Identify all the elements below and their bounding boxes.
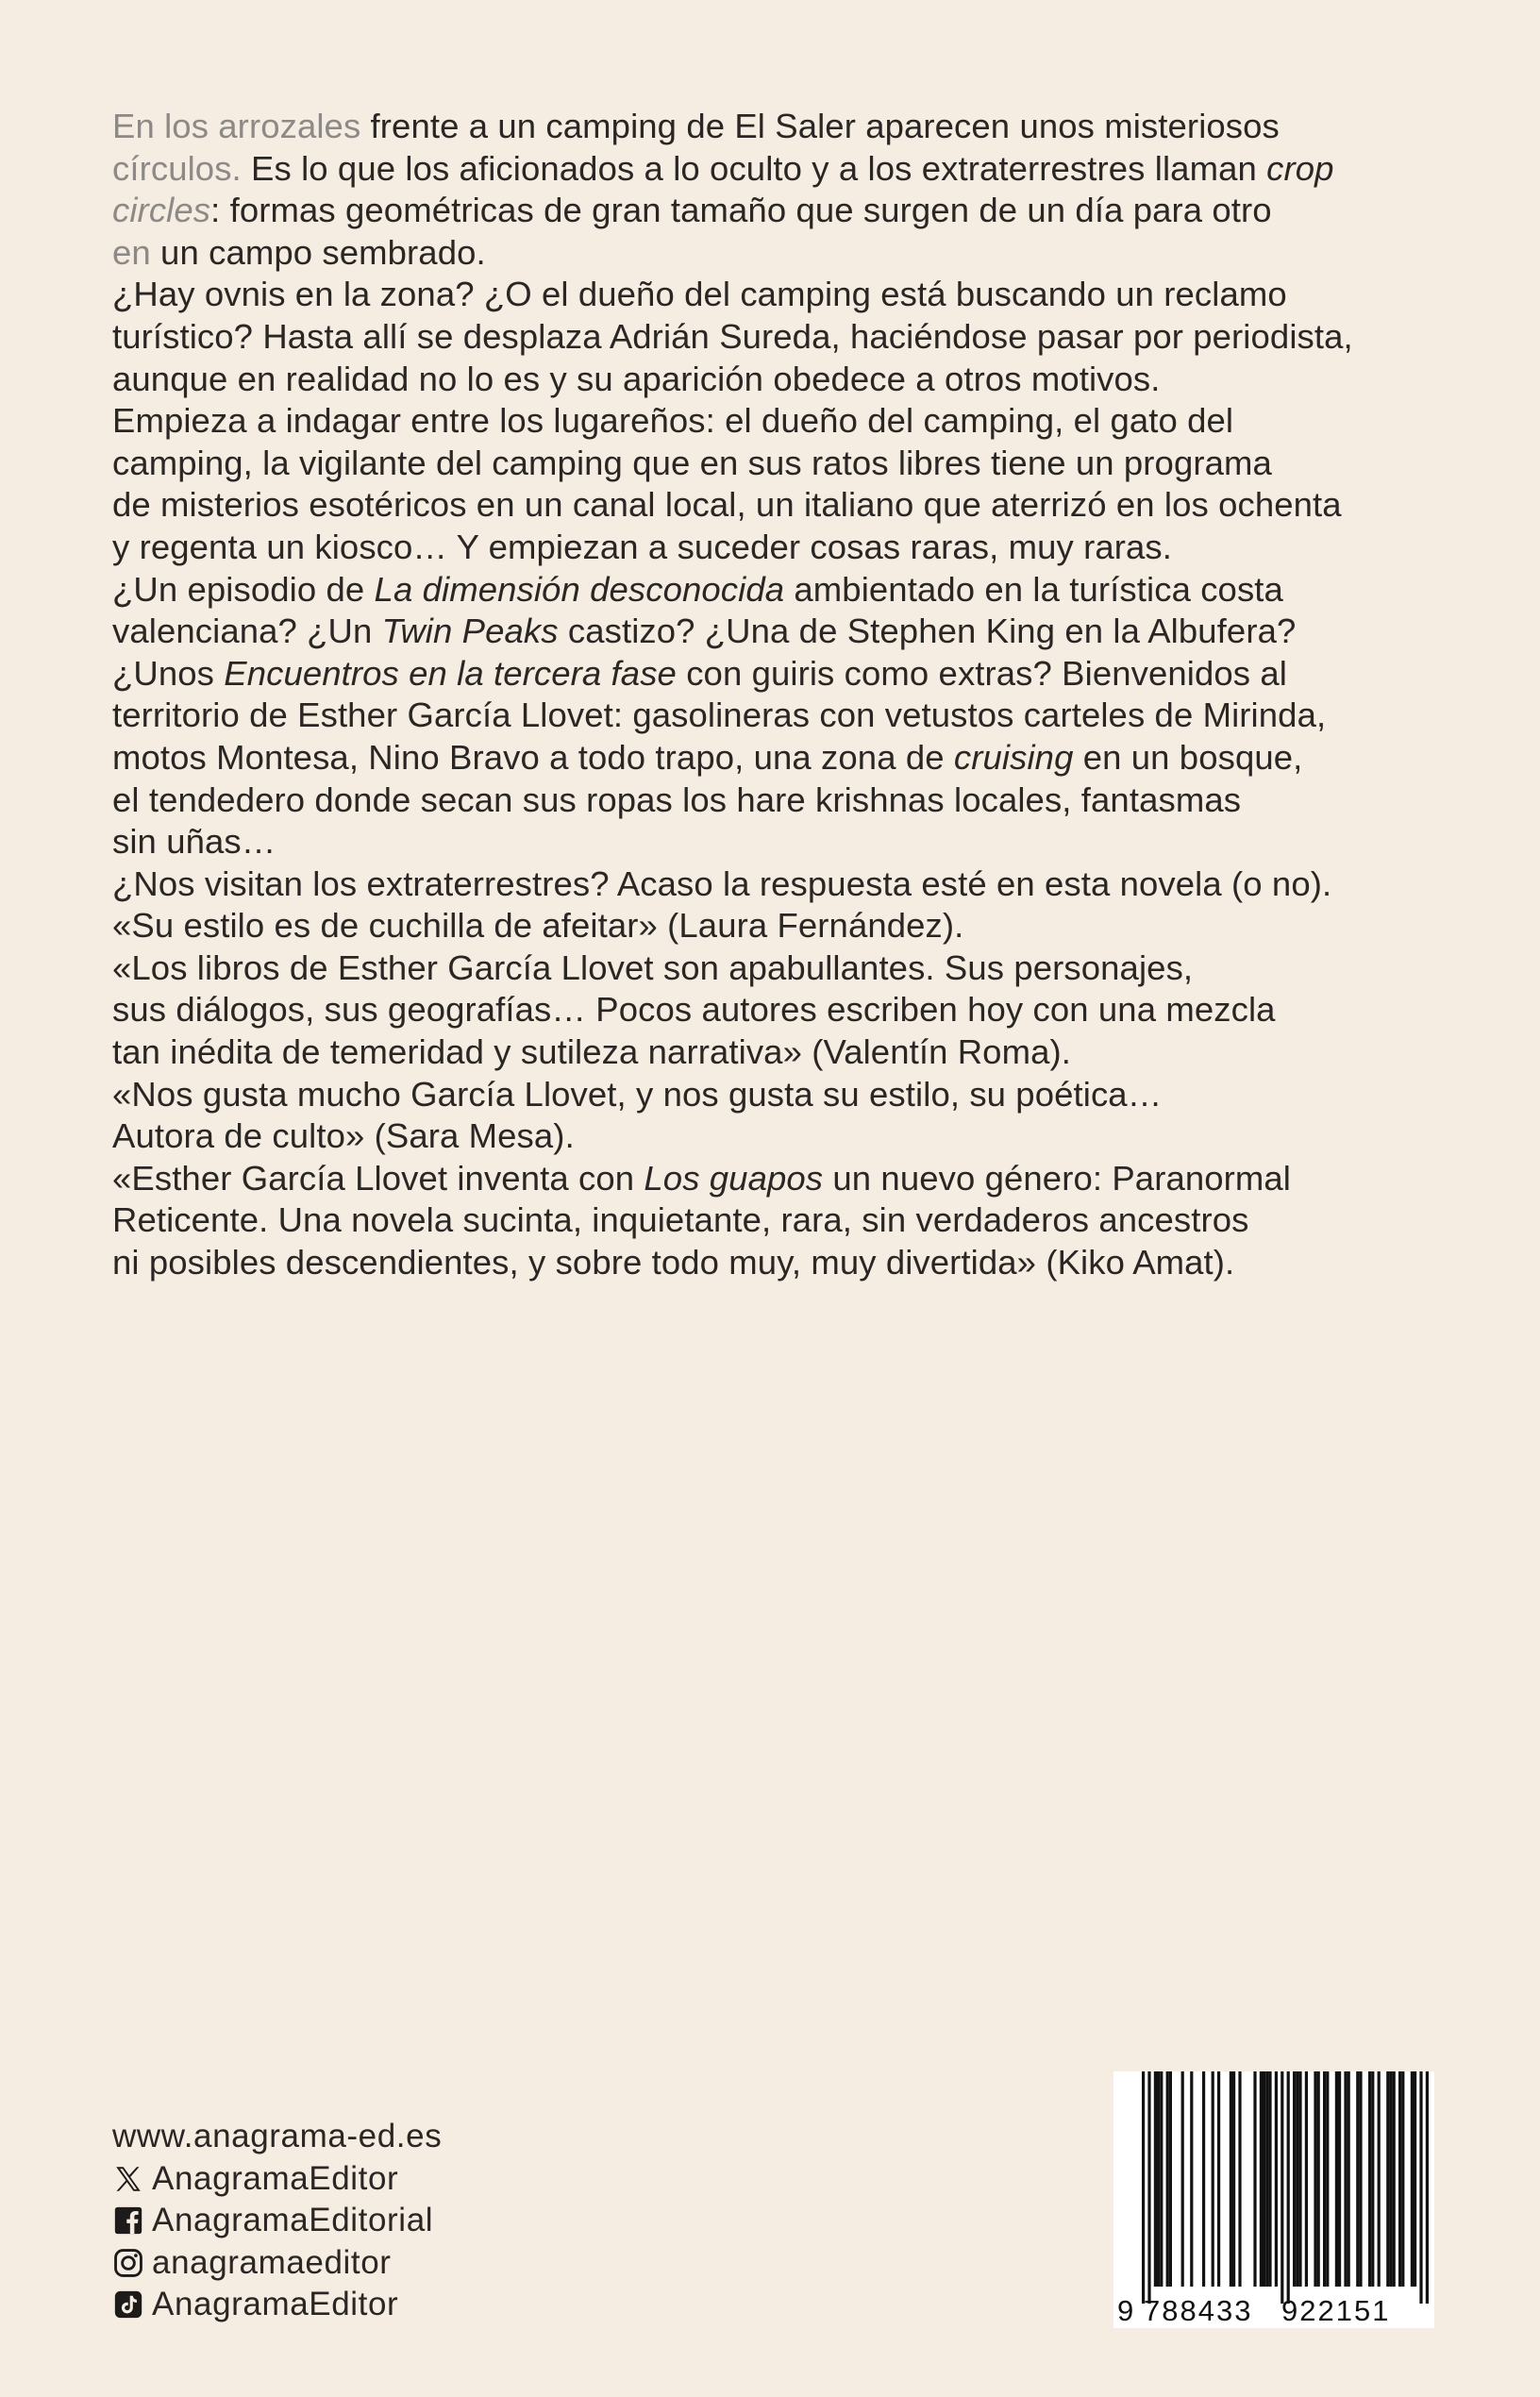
blurb-line	[112, 527, 1452, 569]
blurb-text: el tendedero donde secan sus ropas los hare krishnas locales, fantasmas	[112, 779, 1242, 819]
x-logo-icon	[112, 2163, 144, 2195]
blurb-text: frente a un camping de El Saler aparecen unos misteriosos	[360, 107, 1280, 145]
barcode-bar	[1368, 2071, 1371, 2287]
barcode-bar	[1154, 2071, 1157, 2287]
barcode-bar	[1263, 2071, 1265, 2287]
blurb-line	[112, 611, 1452, 653]
blurb-line	[112, 443, 1452, 485]
blurb-text: ni posibles descendientes, y sobre todo muy, muy divertida» (Kiko Amat).	[112, 1243, 1235, 1282]
blurb-line	[112, 1031, 1452, 1074]
barcode-bar	[1389, 2071, 1392, 2287]
barcode-bar	[1398, 2071, 1401, 2287]
blurb-text: castizo? ¿Una de Stephen King en la Albufera?	[558, 612, 1297, 651]
blurb-text: tan inédita de temeridad y sutileza narrativa» (Valentín Roma).	[112, 1032, 1071, 1072]
x-account-link[interactable]	[112, 2158, 442, 2201]
barcode-bar	[1238, 2071, 1241, 2287]
barcode-bar	[1426, 2071, 1429, 2304]
blurb-text: motos Montesa, Nino Bravo a todo trapo, una zona de	[112, 737, 954, 777]
x-account-text: AnagramaEditor	[152, 2159, 399, 2197]
barcode-bar	[1217, 2071, 1220, 2287]
barcode-right-digits: 922151	[1281, 2294, 1391, 2327]
instagram-account-text: anagramaeditor	[152, 2243, 392, 2281]
italic-title-text: circles	[112, 191, 211, 230]
barcode-left-digits: 788433	[1144, 2294, 1253, 2327]
blurb-line	[112, 232, 1452, 275]
barcode-bar	[1181, 2071, 1184, 2287]
blurb-text: ¿Unos	[112, 653, 225, 693]
tiktok-account-text: AnagramaEditor	[152, 2286, 399, 2322]
blurb-line	[112, 1158, 1452, 1200]
barcode-bar	[1419, 2071, 1422, 2304]
italic-title-text: crop	[1266, 148, 1334, 188]
blurb-line	[112, 989, 1452, 1031]
barcode-bar	[1287, 2071, 1290, 2304]
website-text: www.anagrama-ed.es	[112, 2118, 443, 2154]
blurb-line	[112, 190, 1452, 232]
barcode-bar	[1268, 2071, 1271, 2287]
tiktok-account-link[interactable]	[112, 2284, 442, 2326]
barcode-bar	[1317, 2071, 1320, 2287]
blurb-text: turístico? Hasta allí se desplaza Adrián Sureda, haciéndose pasar por periodista,	[112, 316, 1353, 356]
barcode-bar	[1359, 2071, 1362, 2287]
barcode-bar	[1296, 2071, 1298, 2287]
blurb-text: ¿Un episodio de	[112, 569, 375, 609]
blurb-text: ¿Hay ovnis en la zona? ¿O el dueño del camping está buscando un reclamo	[112, 275, 1287, 314]
blurb-line	[112, 1242, 1452, 1284]
blurb-line	[112, 274, 1452, 316]
blurb-text: Empieza a indagar entre los lugareños: el dueño del camping, el gato del	[112, 401, 1234, 441]
blurb-line	[112, 148, 1452, 191]
instagram-account-link[interactable]	[112, 2242, 442, 2285]
blurb-text: Autora de culto» (Sara Mesa).	[112, 1116, 575, 1156]
blurb-text: con guiris como extras? Bienvenidos al	[676, 653, 1287, 693]
blurb-line	[112, 484, 1452, 527]
barcode-bar	[1212, 2071, 1214, 2287]
barcode-bar	[1265, 2071, 1268, 2287]
blurb-text: «Esther García Llovet inventa con	[112, 1158, 644, 1198]
barcode-bar	[1326, 2071, 1329, 2287]
barcode-bar	[1305, 2071, 1308, 2287]
barcode-bar	[1378, 2071, 1381, 2287]
barcode-bar	[1293, 2071, 1296, 2287]
facebook-icon	[112, 2204, 144, 2237]
blurb-text: ambientado en la turística costa	[784, 569, 1283, 609]
barcode-bar	[1281, 2071, 1283, 2304]
blurb-text: sin uñas…	[112, 822, 276, 862]
barcode-bars	[1113, 2071, 1434, 2328]
blurb-line	[112, 821, 1452, 863]
facebook-account-link[interactable]	[112, 2200, 442, 2242]
blurb-text: en	[112, 232, 151, 272]
barcode-bar	[1232, 2071, 1235, 2287]
barcode-bar	[1160, 2071, 1163, 2287]
barcode-bar	[1190, 2071, 1193, 2287]
blurb-line	[112, 737, 1452, 779]
blurb-text: un campo sembrado.	[150, 232, 486, 272]
blurb-line	[112, 695, 1452, 737]
blurb-line	[112, 569, 1452, 612]
barcode-bar	[1344, 2071, 1347, 2287]
blurb-text: «Los libros de Esther García Llovet son apabullantes. Sus personajes,	[112, 947, 1194, 987]
publisher-contacts	[112, 2116, 442, 2326]
blurb-line	[112, 1115, 1452, 1158]
barcode-bar	[1411, 2071, 1414, 2287]
barcode-bar	[1169, 2071, 1172, 2287]
barcode-bar	[1323, 2071, 1326, 2287]
barcode-first-digit: 9	[1117, 2294, 1136, 2327]
blurb-line	[112, 400, 1452, 443]
barcode-bar	[1338, 2071, 1341, 2287]
blurb-line	[112, 316, 1452, 359]
blurb-text: círculos.	[112, 148, 242, 188]
barcode-bar	[1401, 2071, 1404, 2287]
barcode-bar	[1393, 2071, 1396, 2287]
barcode-bar	[1260, 2071, 1263, 2287]
barcode-bar	[1147, 2071, 1150, 2304]
barcode-bar	[1202, 2071, 1205, 2287]
barcode-bar	[1298, 2071, 1301, 2287]
italic-title-text: La dimensión desconocida	[374, 569, 785, 609]
barcode-bar	[1371, 2071, 1374, 2287]
blurb-line	[112, 905, 1452, 947]
blurb-line	[112, 359, 1452, 401]
blurb-text: territorio de Esther García Llovet: gasolineras con vetustos carteles de Mirinda,	[112, 696, 1327, 735]
blurb-text: Es lo que los aficionados a lo oculto y a los extraterrestres llaman	[241, 148, 1267, 188]
blurb-line	[112, 1074, 1452, 1116]
italic-title-text: Los guapos	[644, 1158, 824, 1198]
blurb-text: camping, la vigilante del camping que en sus ratos libres tiene un programa	[112, 443, 1272, 482]
barcode-bar	[1230, 2071, 1232, 2287]
blurb-text: «Nos gusta mucho García Llovet, y nos gusta su estilo, su poética…	[112, 1074, 1163, 1114]
blurb-line	[112, 1199, 1452, 1242]
italic-title-text: cruising	[953, 737, 1074, 777]
back-cover-blurb	[112, 106, 1452, 1284]
barcode-bar	[1356, 2071, 1359, 2287]
blurb-line	[112, 106, 1452, 148]
barcode-bar	[1157, 2071, 1160, 2287]
blurb-text: aunque en realidad no lo es y su aparición obedece a otros motivos.	[112, 359, 1161, 398]
blurb-text: «Su estilo es de cuchilla de afeitar» (Laura Fernández).	[112, 906, 964, 946]
italic-title-text: Twin Peaks	[381, 612, 559, 651]
blurb-text: en un bosque,	[1073, 737, 1303, 777]
barcode-bar	[1335, 2071, 1338, 2287]
blurb-line	[112, 779, 1452, 822]
barcode-bar	[1386, 2071, 1389, 2287]
website-link[interactable]	[112, 2116, 442, 2158]
barcode-bar	[1142, 2071, 1145, 2304]
blurb-line	[112, 653, 1452, 696]
blurb-text: un nuevo género: Paranormal	[823, 1158, 1292, 1198]
blurb-line	[112, 947, 1452, 990]
barcode-bar	[1314, 2071, 1316, 2287]
barcode-bar	[1166, 2071, 1169, 2287]
italic-title-text: Encuentros en la tercera fase	[224, 653, 677, 693]
blurb-text: de misterios esotéricos en un canal local, un italiano que aterrizó en los ochenta	[112, 485, 1342, 525]
barcode-bar	[1348, 2071, 1350, 2287]
tiktok-icon	[112, 2288, 144, 2321]
isbn-barcode	[1113, 2071, 1434, 2328]
blurb-text: sus diálogos, sus geografías… Pocos autores escriben hoy con una mezcla	[112, 990, 1276, 1030]
instagram-icon	[112, 2247, 144, 2279]
blurb-text: En los arrozales	[112, 107, 361, 145]
blurb-text: valenciana? ¿Un	[112, 612, 382, 651]
barcode-bar	[1275, 2071, 1278, 2287]
barcode-bar	[1253, 2071, 1256, 2287]
barcode-bar	[1414, 2071, 1416, 2287]
facebook-account-text: AnagramaEditorial	[152, 2202, 434, 2238]
blurb-text: Reticente. Una novela sucinta, inquietante, rara, sin verdaderos ancestros	[112, 1200, 1249, 1240]
blurb-text: : formas geométricas de gran tamaño que surgen de un día para otro	[210, 191, 1272, 230]
blurb-line	[112, 863, 1452, 906]
blurb-text: ¿Nos visitan los extraterrestres? Acaso la respuesta esté en esta novela (o no).	[112, 863, 1332, 903]
blurb-text: y regenta un kiosco… Y empiezan a suceder cosas raras, muy raras.	[112, 527, 1172, 566]
